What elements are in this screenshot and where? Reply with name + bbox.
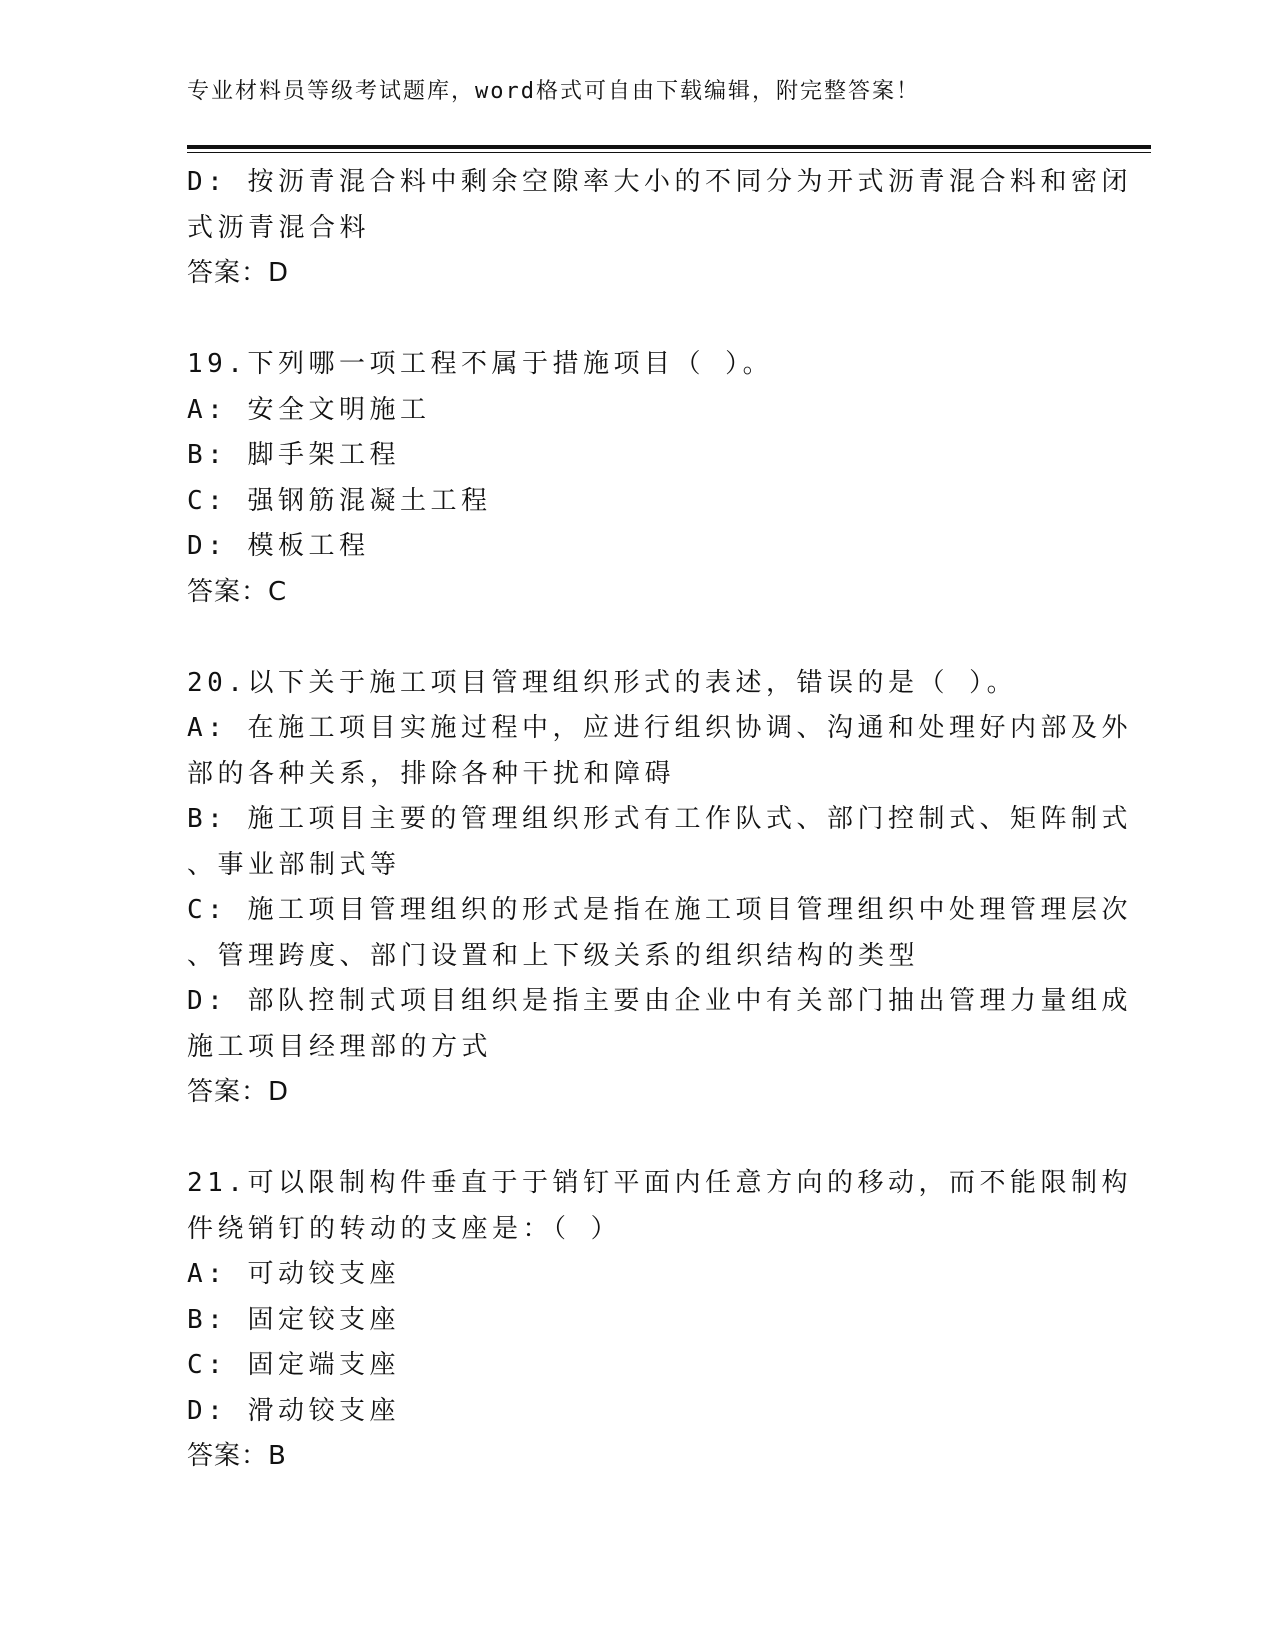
option-a: A: 可动铰支座 <box>187 1259 400 1289</box>
option-b: B: 施工项目主要的管理组织形式有工作队式、部门控制式、矩阵制式 <box>187 804 1132 834</box>
option-d: D: 按沥青混合料中剩余空隙率大小的不同分为开式沥青混合料和密闭 <box>187 167 1132 197</box>
option-d: D: 模板工程 <box>187 531 370 561</box>
question-stem: 21.可以限制构件垂直于于销钉平面内任意方向的移动，而不能限制构 <box>187 1168 1132 1198</box>
option-d-continued: 式沥青混合料 <box>187 212 371 243</box>
option-c: C: 强钢筋混凝土工程 <box>187 485 492 516</box>
option-d: D: 滑动铰支座 <box>187 1395 400 1426</box>
answer: 答案：D <box>187 1077 290 1107</box>
header-divider-thick <box>187 145 1151 149</box>
option-b: B: 固定铰支座 <box>187 1304 400 1335</box>
question-19 <box>187 342 1067 615</box>
option-b-continued: 、事业部制式等 <box>187 849 401 880</box>
question-20 <box>187 661 1132 1116</box>
answer: 答案：B <box>187 1441 287 1471</box>
option-a: A: 在施工项目实施过程中，应进行组织协调、沟通和处理好内部及外 <box>187 713 1132 743</box>
page-header: 专业材料员等级考试题库，word格式可自由下载编辑，附完整答案！ <box>187 79 920 104</box>
option-d-continued: 施工项目经理部的方式 <box>187 1031 493 1062</box>
question-stem: 19.下列哪一项工程不属于措施项目（ ）。 <box>187 349 774 379</box>
option-c: C: 施工项目管理组织的形式是指在施工项目管理组织中处理管理层次 <box>187 895 1132 925</box>
header-divider-thin <box>187 152 1151 153</box>
question-21 <box>187 1161 1132 1480</box>
question-stem-continued: 件绕销钉的转动的支座是：（ ） <box>187 1213 622 1244</box>
answer: 答案：C <box>187 576 288 607</box>
option-c: C: 固定端支座 <box>187 1350 400 1380</box>
option-c-continued: 、管理跨度、部门设置和上下级关系的组织结构的类型 <box>187 940 920 971</box>
option-b: B: 脚手架工程 <box>187 440 400 470</box>
answer: 答案：D <box>187 258 290 288</box>
document-body <box>187 160 1132 1480</box>
question-stem: 20.以下关于施工项目管理组织形式的表述，错误的是（ ）。 <box>187 667 1018 698</box>
option-d: D: 部队控制式项目组织是指主要由企业中有关部门抽出管理力量组成 <box>187 986 1132 1016</box>
question-18-tail <box>187 160 1132 297</box>
option-a-continued: 部的各种关系，排除各种干扰和障碍 <box>187 758 676 789</box>
option-a: A: 安全文明施工 <box>187 394 431 425</box>
